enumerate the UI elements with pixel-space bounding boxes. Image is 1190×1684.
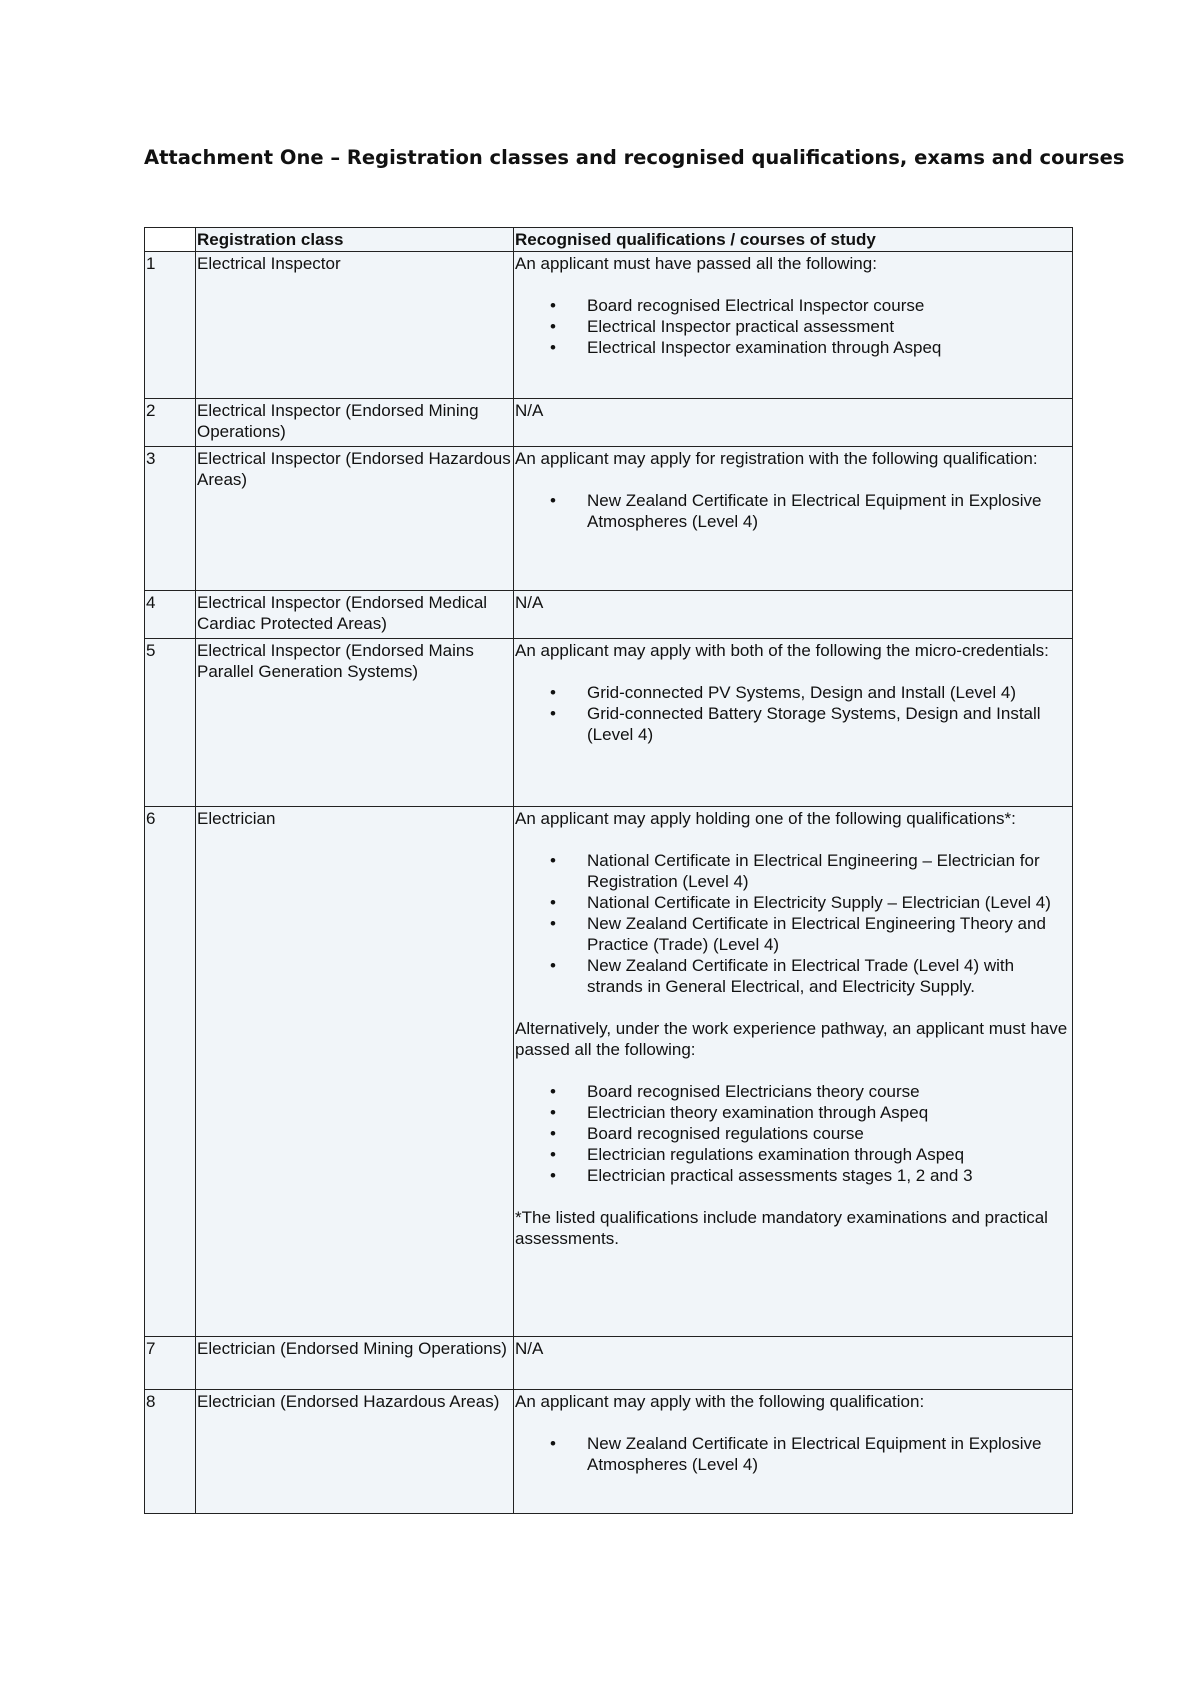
list-item: • New Zealand Certificate in Electrical Equipment in Explosive Atmospheres (Level 4) [587, 490, 1072, 532]
qualifications-cell: N/A [514, 591, 1073, 639]
list-item: • Grid-connected Battery Storage Systems, Design and Install (Level 4) [587, 703, 1072, 745]
registration-class-cell: Electrician (Endorsed Hazardous Areas) [196, 1390, 514, 1514]
qualification-list [515, 850, 1072, 997]
qualification-intro: An applicant must have passed all the following: [515, 254, 877, 273]
table-row [145, 639, 1073, 807]
page-title: Attachment One – Registration classes and recognised qualifications, exams and courses [144, 146, 1125, 169]
header-qualifications: Recognised qualifications / courses of study [514, 228, 1073, 252]
list-item: • Electrical Inspector practical assessment [587, 316, 1072, 337]
header-registration-class: Registration class [196, 228, 514, 252]
qualification-list [515, 490, 1072, 532]
row-number: 6 [145, 807, 196, 1337]
qualification-intro: An applicant may apply with the following qualification: [515, 1392, 925, 1411]
list-item: • New Zealand Certificate in Electrical Trade (Level 4) with strands in General Electrical, and Electricity Supply. [587, 955, 1072, 997]
list-item: • Grid-connected PV Systems, Design and Install (Level 4) [587, 682, 1072, 703]
qualification-list [515, 682, 1072, 745]
registration-class-cell: Electrical Inspector (Endorsed Mains Parallel Generation Systems) [196, 639, 514, 807]
list-item: • New Zealand Certificate in Electrical Equipment in Explosive Atmospheres (Level 4) [587, 1433, 1072, 1475]
list-item: • Board recognised Electrical Inspector course [587, 295, 1072, 316]
qualifications-cell: N/A [514, 1337, 1073, 1390]
row-number: 2 [145, 399, 196, 447]
table-row [145, 447, 1073, 591]
qualification-intro: An applicant may apply holding one of the following qualifications*: [515, 809, 1016, 828]
row-number: 7 [145, 1337, 196, 1390]
qualifications-cell [514, 447, 1073, 591]
table-row [145, 1337, 1073, 1390]
qualification-intro: An applicant may apply for registration with the following qualification: [515, 449, 1038, 468]
qualifications-footnote: *The listed qualifications include mandatory examinations and practical assessments. [515, 1208, 1048, 1248]
qualification-list [515, 295, 1072, 358]
table-row [145, 807, 1073, 1337]
header-number [145, 228, 196, 252]
registration-class-cell: Electrical Inspector (Endorsed Hazardous Areas) [196, 447, 514, 591]
qualifications-cell [514, 252, 1073, 399]
alternative-pathway-intro: Alternatively, under the work experience pathway, an applicant must have passed all the following: [515, 1019, 1068, 1059]
row-number: 8 [145, 1390, 196, 1514]
registration-class-cell: Electrician [196, 807, 514, 1337]
qualifications-cell [514, 807, 1073, 1337]
row-number: 1 [145, 252, 196, 399]
alternative-pathway-list [515, 1081, 1072, 1186]
list-item: • Electrician regulations examination through Aspeq [587, 1144, 1072, 1165]
registration-class-cell: Electrical Inspector (Endorsed Mining Operations) [196, 399, 514, 447]
table-row [145, 252, 1073, 399]
table-row [145, 399, 1073, 447]
list-item: • Board recognised regulations course [587, 1123, 1072, 1144]
registration-class-cell: Electrical Inspector (Endorsed Medical Cardiac Protected Areas) [196, 591, 514, 639]
row-number: 3 [145, 447, 196, 591]
qualification-list [515, 1433, 1072, 1475]
qualification-intro: An applicant may apply with both of the following the micro-credentials: [515, 641, 1049, 660]
list-item: • National Certificate in Electrical Engineering – Electrician for Registration (Level 4) [587, 850, 1072, 892]
registration-class-cell: Electrical Inspector [196, 252, 514, 399]
qualifications-cell [514, 1390, 1073, 1514]
table-row [145, 591, 1073, 639]
registration-classes-table [144, 227, 1073, 1514]
table-header-row [145, 228, 1073, 252]
registration-class-cell: Electrician (Endorsed Mining Operations) [196, 1337, 514, 1390]
qualifications-cell [514, 639, 1073, 807]
list-item: • Electrician theory examination through Aspeq [587, 1102, 1072, 1123]
table-row [145, 1390, 1073, 1514]
qualifications-cell: N/A [514, 399, 1073, 447]
row-number: 5 [145, 639, 196, 807]
list-item: • Electrical Inspector examination through Aspeq [587, 337, 1072, 358]
row-number: 4 [145, 591, 196, 639]
list-item: • National Certificate in Electricity Supply – Electrician (Level 4) [587, 892, 1072, 913]
list-item: • Board recognised Electricians theory course [587, 1081, 1072, 1102]
list-item: • New Zealand Certificate in Electrical Engineering Theory and Practice (Trade) (Level 4) [587, 913, 1072, 955]
list-item: • Electrician practical assessments stages 1, 2 and 3 [587, 1165, 1072, 1186]
